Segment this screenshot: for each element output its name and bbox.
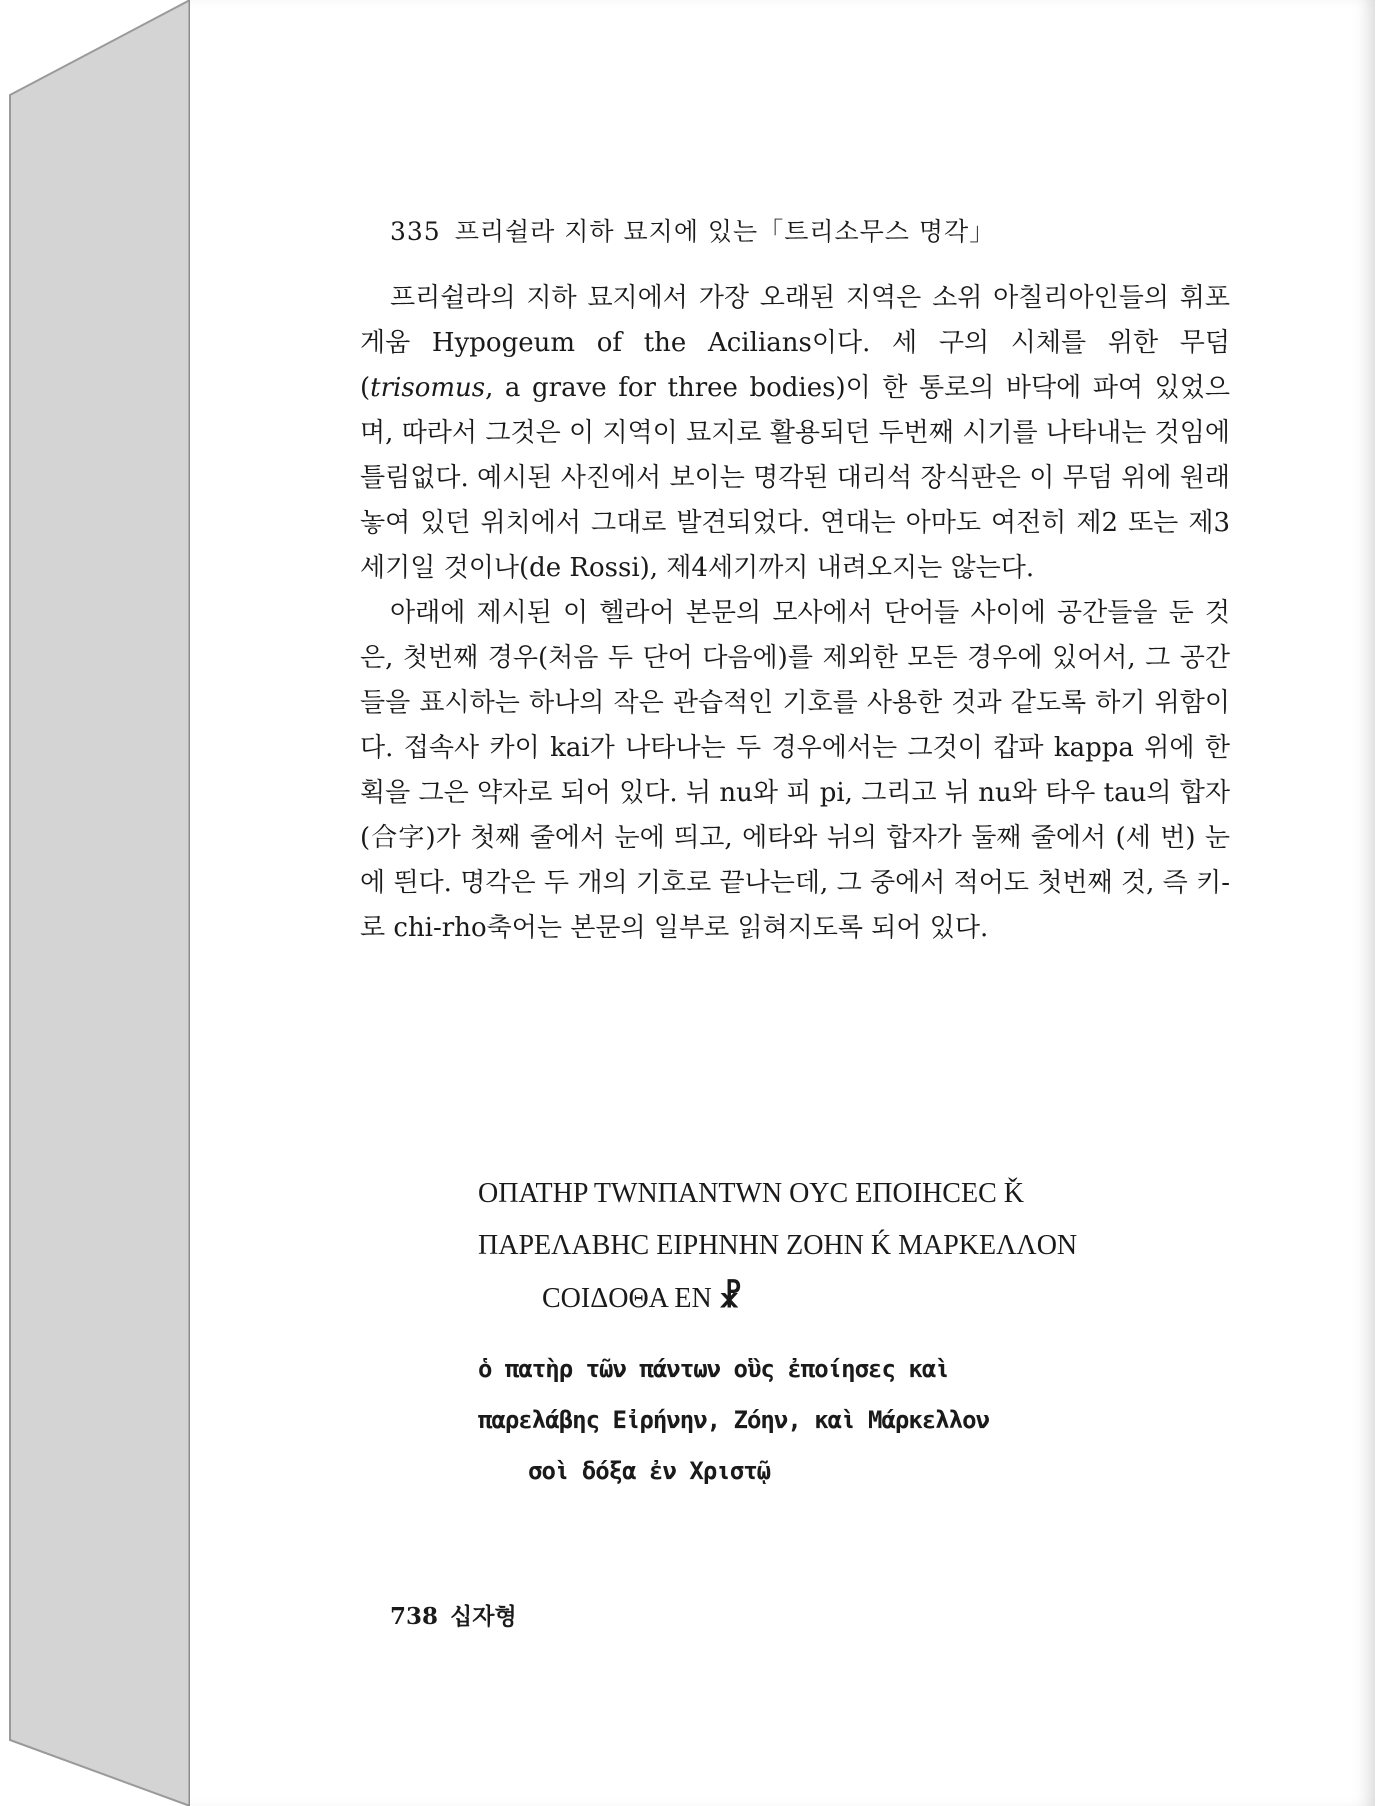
running-title: 십자형 [450,1603,517,1630]
inscription-line-2: ΠAPEΛABHC EIPHNHN ZOHN Ḱ MAPKEΛΛON [478,1230,1078,1261]
paragraph-1-start: 프리쉴라의 지하 묘지에서 가장 오래된 지역은 소위 아칠리아인들의 휘포게움 Hypogeum of the Acilians이다. 세 구의 시체를 위한 무덤( [360,283,1230,403]
book-page [190,0,1375,1806]
inscription-transcription [478,1344,989,1497]
caption-number: 335 [390,217,441,246]
transcription-line-3: σοὶ δόξα ἐν Χριστῷ [528,1457,771,1485]
spine-face [10,0,190,1806]
page-footer [390,1598,517,1631]
transcription-line-2: παρελάβης Εἰρήνην, Ζόην, καὶ Μάρκελλον [478,1406,990,1434]
caption-title: 프리쉴라 지하 묘지에 있는「트리소무스 명각」 [454,217,996,246]
body-text [360,276,1230,951]
paragraph-1-italic-term: trisomus [370,373,486,403]
chi-rho-icon: ☧ [718,1281,743,1314]
transcription-line-1: ὁ πατὴρ τῶν πάντων οὓς ἐποίησες καὶ [478,1355,949,1383]
inscription-facsimile [478,1168,1077,1325]
page-number: 738 [390,1603,439,1630]
paragraph-1-end: , a grave for three bodies)이 한 통로의 바닥에 파여 있었으며, 따라서 그것은 이 지역이 묘지로 활용되던 두번째 시기를 나타내는 것임에 틀림없다. 예시된 사진에서 보이는 명각된 대리석 장식판은 이 무덤 위에 원래 놓여 있던 위치에서 그대로 발견되었다. 연대는 아마도 여전히 제2 또는 제3세기일 것이나(de Rossi), 제4세기까지 내려오지는 않는다. [360,373,1230,583]
inscription-line-3-text: COIΔOΘA EN [542,1283,712,1314]
inscription-line-3 [478,1272,1077,1325]
paragraph-2: 아래에 제시된 이 헬라어 본문의 모사에서 단어들 사이에 공간들을 둔 것은, 첫번째 경우(처음 두 단어 다음에)를 제외한 모든 경우에 있어서, 그 공간들을 표시하는 하나의 작은 관습적인 기호를 사용한 것과 같도록 하기 위함이다. 접속사 카이 kai가 나타나는 두 경우에서는 그것이 캅파 kappa 위에 한 획을 그은 약자로 되어 있다. 뉘 nu와 피 pi, 그리고 뉘 nu와 타우 tau의 합자(合字)가 첫째 줄에서 눈에 띄고, 에타와 뉘의 합자가 둘째 줄에서 (세 번) 눈에 띈다. 명각은 두 개의 기호로 끝나는데, 그 중에서 적어도 첫번째 것, 즉 키-로 chi-rho축어는 본문의 일부로 읽혀지도록 되어 있다. [360,598,1230,943]
paragraph-1 [360,276,1230,591]
figure-caption [390,212,995,248]
inscription-line-1: OΠATHP TWNΠANTWN OYC EΠOIHCEC Ǩ [478,1178,1024,1209]
